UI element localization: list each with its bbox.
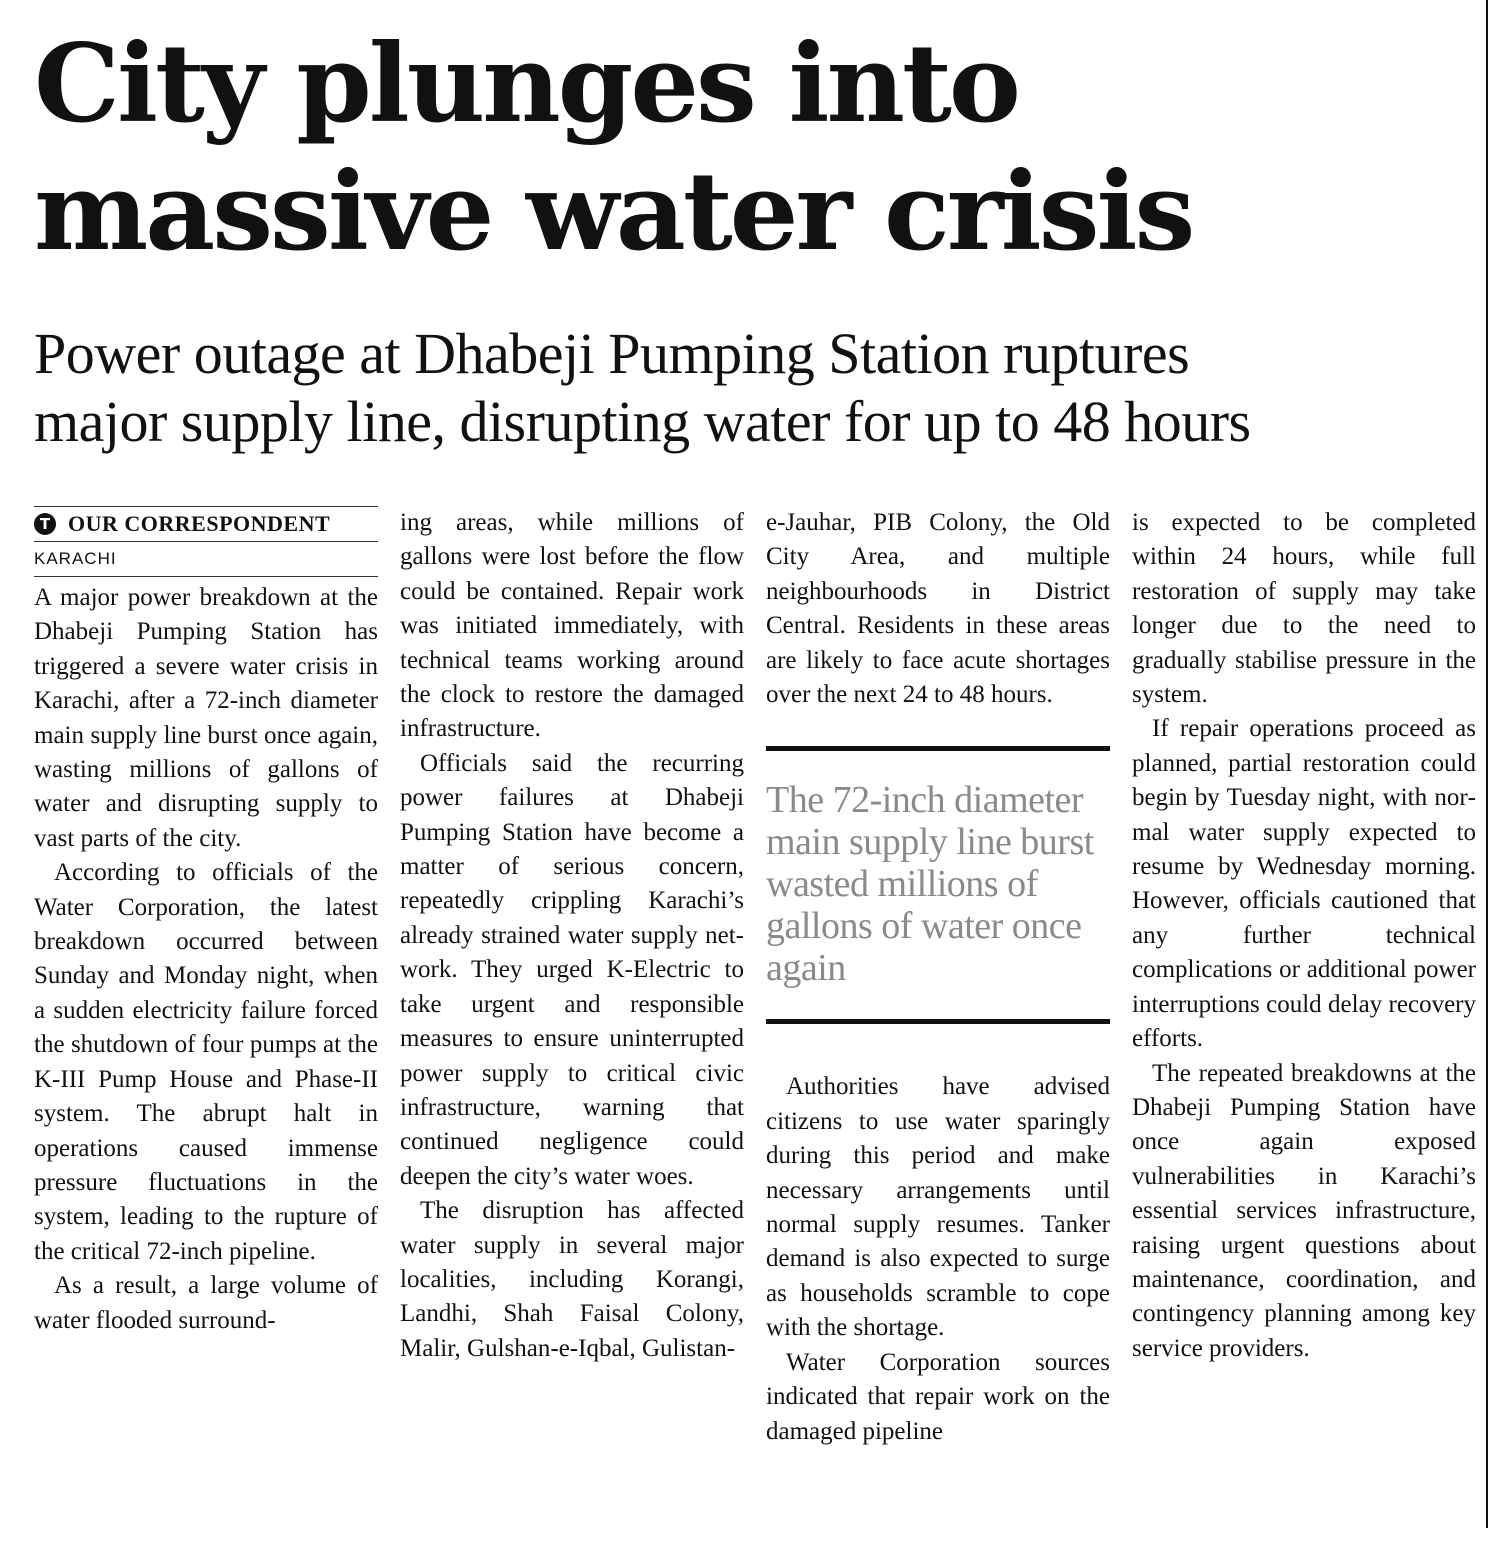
article-column-3 (766, 506, 1110, 1449)
paragraph: Water Corporation sources indicated that repair work on the damaged pipeline (766, 1348, 1110, 1445)
paragraph: ing areas, while millions of gallons were lost before the flow could be contained. Repair work was initiated immediately, with technical teams working around the clock to restore the damaged infrastructure. (400, 509, 744, 743)
subheadline-line-1: Power outage at Dhabeji Pumping Station ruptures (34, 321, 1190, 386)
pull-quote (766, 746, 1110, 1024)
byline (34, 506, 378, 542)
paragraph: If repair operations proceed as planned, partial restoration could begin by Tuesday night, with normal water supply expected to resume by Wednesday morning. However, officials cautioned that any further technical complications or additional power interruptions could delay recovery efforts. (1132, 715, 1476, 1053)
pull-quote-text: The 72-inch diameter main supply line burst wasted millions of gallons of water once again (766, 779, 1094, 990)
paragraph: Authorities have advised citizens to use water sparingly during this period and make necessary arrangements until normal supply resumes. Tanker demand is also expected to surge as households scramble to cope with the shortage. (766, 1073, 1110, 1342)
byline-name: OUR CORRESPONDENT (68, 510, 331, 536)
article-column-1 (34, 506, 378, 1338)
paragraph: The disruption has affected water supply in several major localities, including Korangi, Landhi, Shah Faisal Colony, Malir, Gulshan-e-Iqbal, Gulistan- (400, 1197, 744, 1362)
article-column-2 (400, 506, 744, 1366)
subheadline-line-2: major supply line, disrupting water for up to 48 hours (34, 389, 1251, 454)
subheadline (34, 320, 1474, 456)
article-column-4 (1132, 506, 1476, 1366)
paragraph: The repeated breakdowns at the Dhabeji Pumping Station have once again exposed vulnerabilities in Karachi’s essential services infrastructure, raising urgent questions about maintenance, coordination, and contingency planning among key service providers. (1132, 1059, 1476, 1362)
headline-line-2: massive water crisis (34, 149, 1193, 275)
paragraph: A major power breakdown at the Dhabeji Pumping Station has triggered a severe water crisis in Karachi, after a 72-inch diameter main supply line burst once again, wasting millions of gallons of water and disrupting supply to vast parts of the city. (34, 584, 378, 852)
headline (34, 20, 1474, 276)
column-rule (1486, 0, 1488, 1528)
dateline: KARACHI (34, 542, 378, 577)
paragraph: is expected to be completed within 24 hours, while full restoration of supply may take longer due to the need to gradually stabilise pressure in the system. (1132, 509, 1476, 709)
paragraph: According to officials of the Water Corporation, the latest breakdown occurred between Sunday and Monday night, when a sudden electricity failure forced the shutdown of four pumps at the K-III Pump House and Phase-II system. The abrupt halt in operations caused immense pressure fluctuations in the system, leading to the rupture of the critical 72-inch pipeline. (34, 859, 378, 1265)
paragraph: e-Jauhar, PIB Colony, the Old City Area, and multiple neighbourhoods in District Central. Residents in these areas are likely to face acute shortages over the next 24 to 48 hours. (766, 509, 1110, 709)
publication-logo-icon: T (34, 513, 56, 535)
paragraph: Officials said the recurring power failures at Dhabeji Pumping Station have become a matter of serious concern, repeatedly crippling Karachi’s already strained water supply network. They urged K-Electric to take urgent and responsible measures to ensure uninterrupted power supply to critical civic infrastructure, warning that continued negligence could deepen the city’s water woes. (400, 749, 744, 1190)
headline-line-1: City plunges into (34, 21, 1018, 147)
paragraph: As a result, a large volume of water flooded surround- (34, 1272, 378, 1334)
